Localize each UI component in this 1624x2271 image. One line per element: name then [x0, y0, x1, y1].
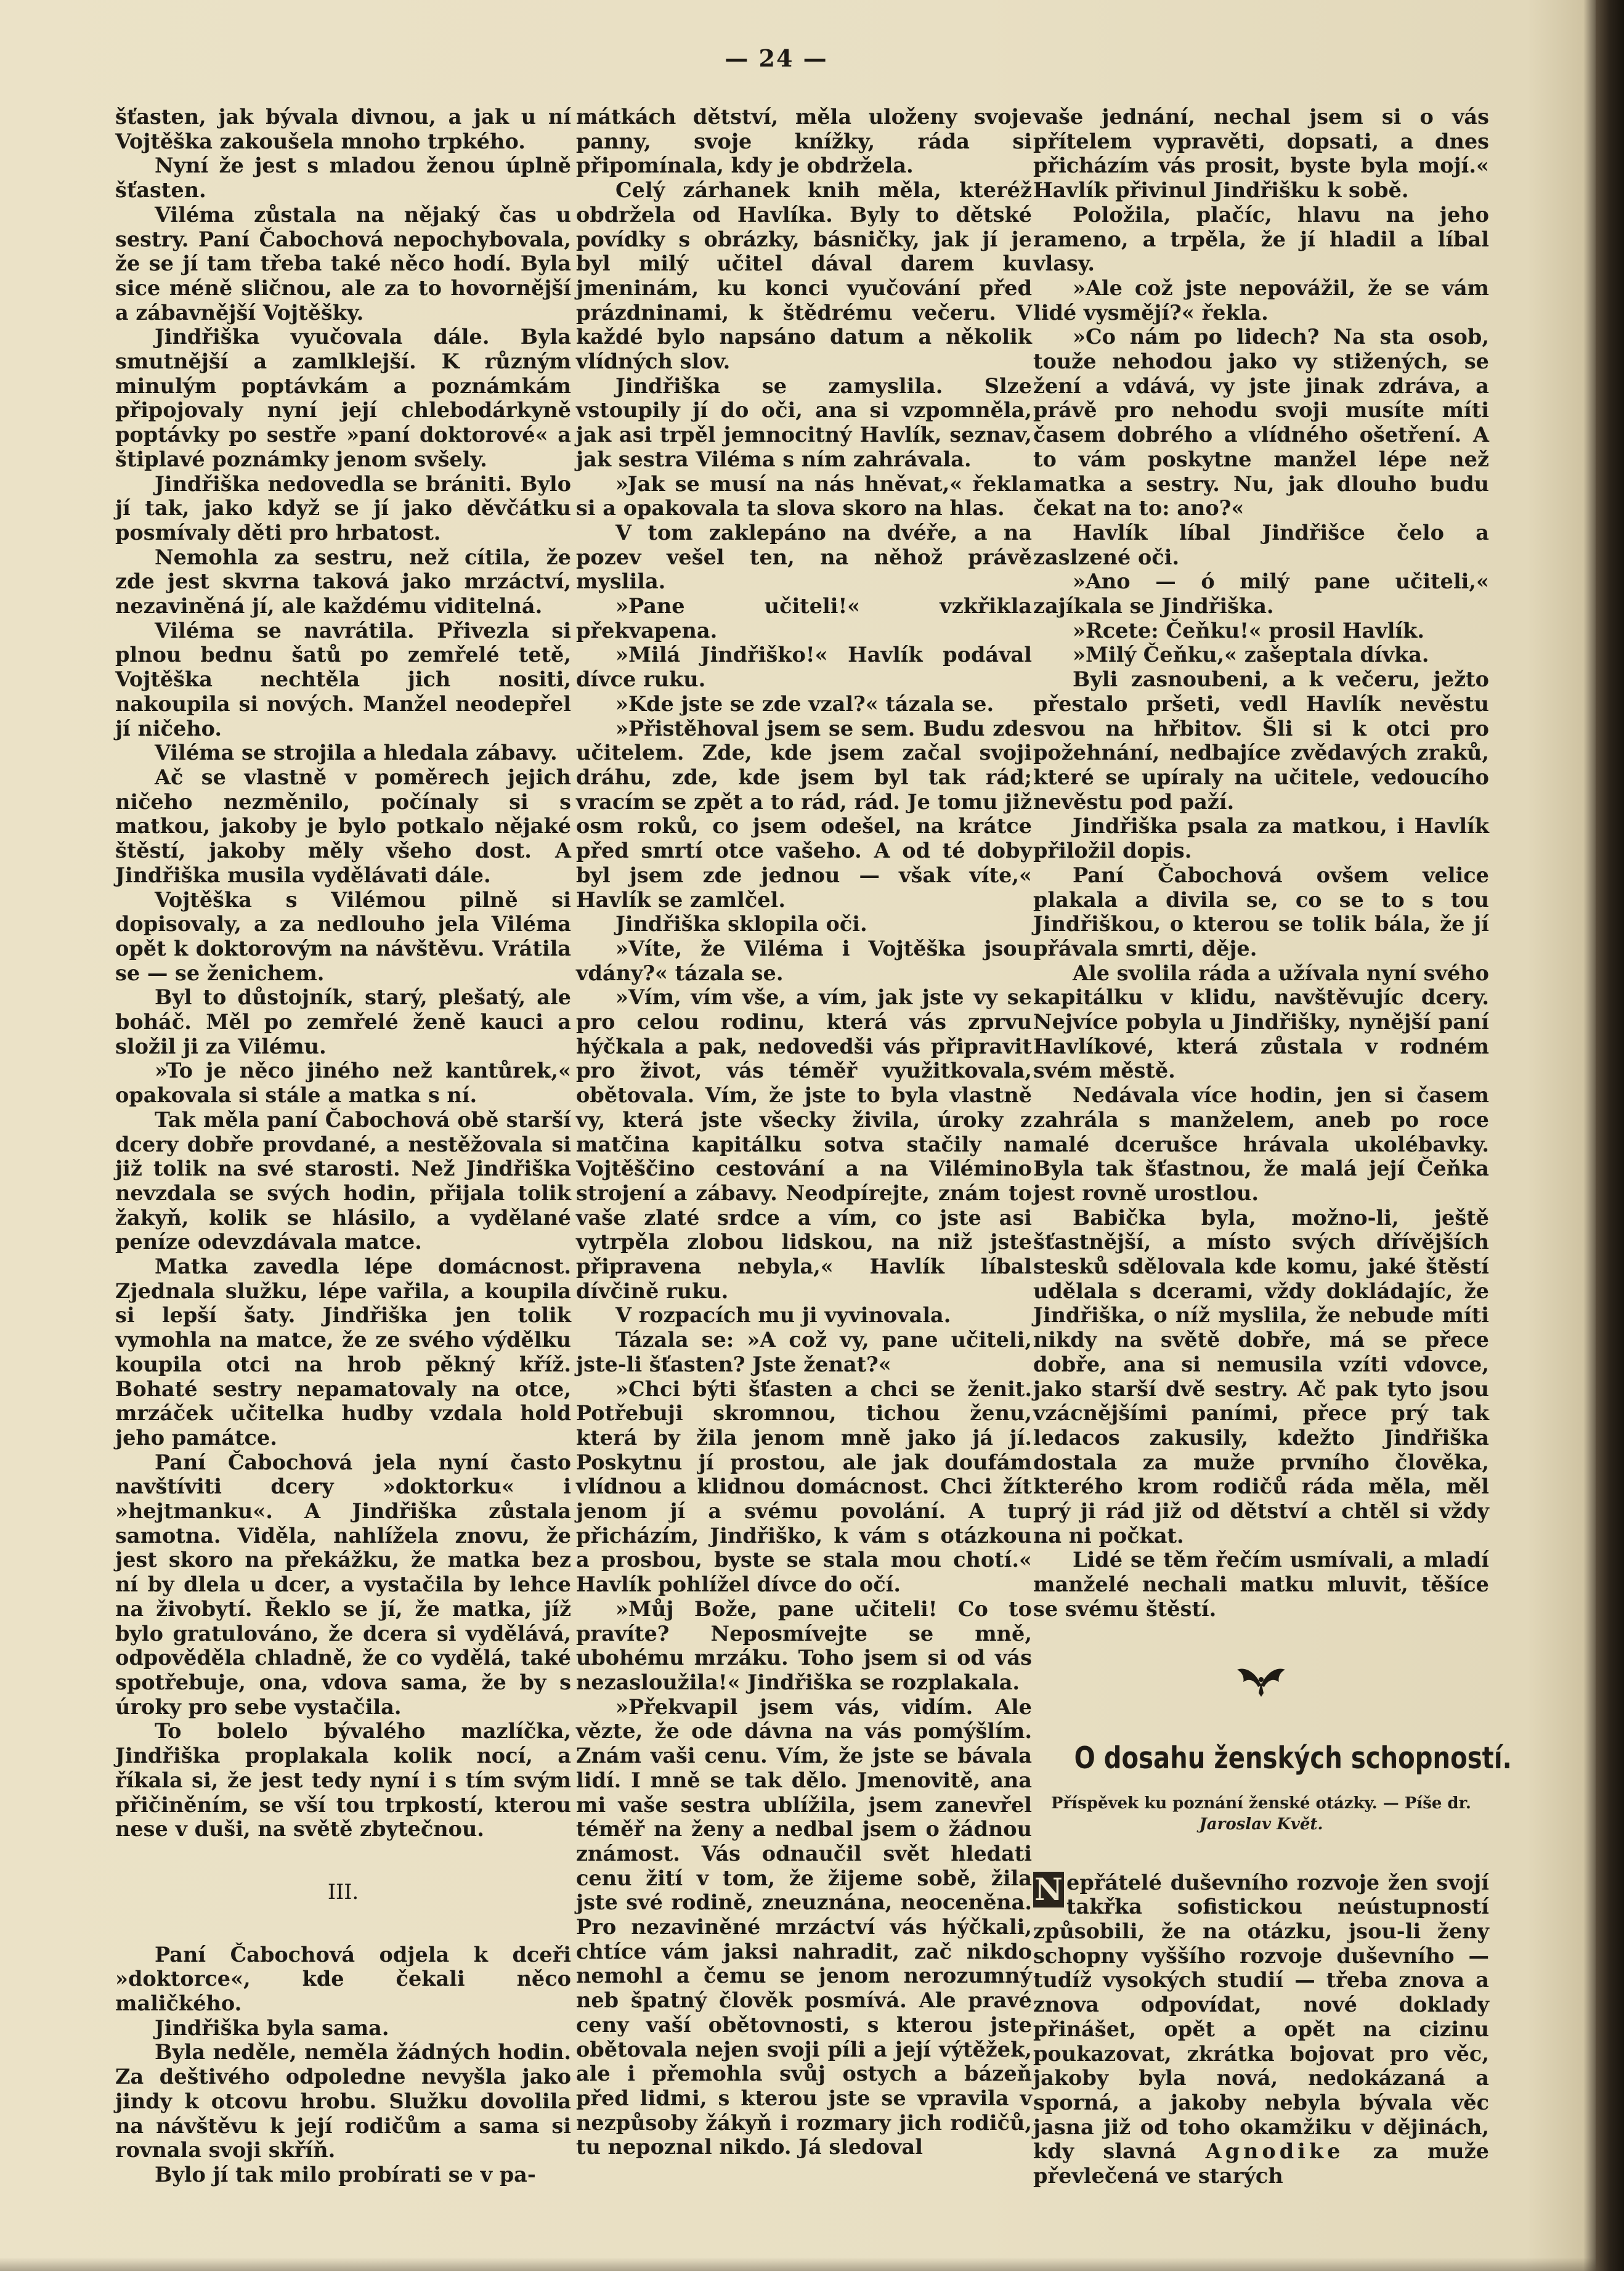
subtitle-text: Příspěvek ku poznání ženské otázky. — Píše dr. [1051, 1794, 1471, 1813]
dropcap-initial: N [1033, 1872, 1064, 1907]
article-subtitle [1033, 1793, 1489, 1835]
column-2 [576, 105, 1032, 2159]
paragraph: Ale svolila ráda a užívala nyní svého kapitálku v klidu, navštěvujíc dcery. Nejvíce pobyla u Jindřišky, nynější paní Havlíkové, která zůstala v rodném svém městě. [1033, 961, 1489, 1083]
paragraph: Jindřiška vyučovala dále. Byla smutnější a zamlklejší. K různým minulým poptávkám a poznámkám připojovaly nyní její chlebodárkyně poptávky po sestře »paní doktorové« a štiplavé poznámky jenom svšely. [115, 325, 571, 471]
paragraph: Nedávala více hodin, jen si časem zahrála s manželem, aneb po roce malé dcerušce hrávala ukolébavky. Byla tak šťastnou, že malá její Čeňka jest rovně urostlou. [1033, 1083, 1489, 1205]
paragraph: Celý zárhanek knih měla, kteréž obdržela od Havlíka. Byly to dětské povídky s obrázky, básničky, jak jí je byl milý učitel dával darem ku jmeninám, ku konci vyučování před prázdninami, k štědrému večeru. V každé bylo napsáno datum a několik vlídných slov. [576, 178, 1032, 374]
paragraph: šťasten, jak bývala divnou, a jak u ní Vojtěška zakoušela mnoho trpkého. [115, 105, 571, 153]
paragraph: Nemohla za sestru, než cítila, že zde jest skvrna taková jako mrzáctví, nezaviněná jí, ale každému viditelná. [115, 545, 571, 619]
column-1 [115, 105, 571, 2187]
paragraph: »Milý Čeňku,« zašeptala dívka. [1073, 643, 1429, 667]
paragraph: Ač se vlastně v poměrech jejich ničeho nezměnilo, počínaly si s matkou, jakoby je bylo potkalo nějaké štěstí, jakoby měly všeho dost. A Jindřiška musila vydělávati dále. [115, 765, 571, 887]
paragraph: Položila, plačíc, hlavu na jeho rameno, a trpěla, že jí hladil a líbal vlasy. [1033, 202, 1489, 276]
paragraph: »Pane učiteli!« vzkřikla překvapena. [576, 594, 1032, 643]
paragraph: Nyní že jest s mladou ženou úplně šťasten. [115, 153, 571, 203]
paragraph: Byla neděle, neměla žádných hodin. Za deštivého odpoledne nevyšla jako jindy k otcovu hrobu. Služku dovolila na návštěvu k její rodičům a sama si rovnala svoji skříň. [115, 2040, 571, 2163]
paragraph: Vojtěška s Vilémou pilně si dopisovaly, a za nedlouho jela Viléma opět k doktorovým na návštěvu. Vrátila se — se ženichem. [115, 887, 571, 985]
paragraph: Babička byla, možno-li, ještě šťastnější, a místo svých dřívějších stesků sdělovala kde komu, jaké štěstí udělala s dcerami, vždy dokládajíc, že Jindřiška, o níž myslila, že nebude míti nikdy na světě dobře, má se přece dobře, ana si nemusila vzíti vdovce, jako starší dvě sestry. Ač pak tyto jsou vzácnějšími paními, přece prý tak ledacos zakusily, kdežto Jindřiška dostala za muže prvního člověka, kterého krom rodičů ráda měla, měl prý ji rád již od dětství a chtěl si vždy na ni počkat. [1033, 1205, 1489, 1548]
paragraph: Paní Čabochová jela nyní často navštíviti dcery »doktorku« i »hejtmanku«. A Jindřiška zůstala samotna. Viděla, nahlížela znovu, že jest skoro na překážku, že matka bez ní by dlela u dcer, a vystačila by lehce na živobytí. Řeklo se jí, že matka, jíž bylo gratulováno, že dcera si vydělává, odpověděla chladně, že co vydělá, také spotřebuje, ona, vdova sama, že by s úroky pro sebe vystačila. [115, 1450, 571, 1719]
column-3 [1033, 105, 1512, 2188]
paragraph: Tázala se: »A což vy, pane učiteli, jste-li šťasten? Jste ženat?« [576, 1328, 1032, 1376]
paragraph: Byl to důstojník, starý, plešatý, ale boháč. Měl po zemřelé ženě kauci a složil ji za Vilému. [115, 985, 571, 1058]
page-bottom-edge [0, 2257, 1596, 2271]
paragraph: Havlík líbal Jindřišce čelo a zaslzené oči. [1033, 520, 1489, 569]
article-text-end: za muže převlečená ve starých [1033, 2139, 1489, 2188]
paragraph: »Přistěhoval jsem se sem. Budu zde učitelem. Zde, kde jsem začal svoji dráhu, zde, kde jsem byl tak rád; vracím se zpět a to rád, rád. Je tomu již osm roků, co jsem odešel, na krátce před smrtí otce vašeho. A od té doby byl jsem zde jednou — však víte,« Havlík se zamlčel. [576, 716, 1032, 912]
paragraph: »Vím, vím vše, a vím, jak jste vy se pro celou rodinu, která vás zprvu hýčkala a pak, nedovedši vás připravit pro život, vás téměř využitkovala, obětovala. Vím, že jste to byla vlastně vy, která jste všecky živila, úroky z matčina kapitálku sotva stačily na Vojtěščino cestování a na Vilémino strojení a zábavy. Neodpírejte, znám to vaše zlaté srdce a vím, co jste asi vytrpěla zlobou lidskou, na niž jste připravena nebyla,« Havlík líbal dívčině ruku. [576, 985, 1032, 1303]
paragraph: »Kde jste se zde vzal?« tázala se. [615, 691, 994, 716]
paragraph: Matka zavedla lépe domácnost. Zjednala služku, lépe vařila, a koupila si lepší šaty. Jindřiška jen tolik vymohla na matce, že ze svého výdělku koupila otci na hrob pěkný kříž. Bohaté sestry nepamatovaly na otce, mrzáček učitelka hudby vzdala hold jeho památce. [115, 1254, 571, 1450]
paragraph: »To je něco jiného než kantůrek,« opakovala si stále a matka s ní. [115, 1058, 571, 1108]
paragraph: »Víte, že Viléma i Vojtěška jsou vdány?« tázala se. [576, 936, 1032, 985]
paragraph: vaše jednání, nechal jsem si o vás přítelem vypravěti, dopsati, a dnes přicházím vás prosit, byste byla mojí.« Havlík přivinul Jindřišku k sobě. [1033, 105, 1489, 203]
paragraph: Paní Čabochová odjela k dceři »doktorce«, kde čekali něco maličkého. [115, 1942, 571, 2016]
paragraph: Jindřiška nedovedla se brániti. Bylo jí tak, jako když se jí jako děvčátku posmívaly děti pro hrbatost. [115, 471, 571, 545]
article-text-start: epřátelé duševního rozvoje žen svojí takřka sofistickou neústupností způsobili, že na otázku, jsou-li ženy schopny vyššího rozvoje duševního — tudíž vysokých studií — třeba znova a znova odpovídat, nové doklady přinášet, opět a opět na cizinu poukazovat, zkrátka bojovat pro věc, jakoby byla nová, nedokázaná a sporná, a jakoby nebyla bývala věc jasna již od toho okamžiku v dějinách, kdy slavná [1033, 1870, 1489, 2164]
paragraph: Lidé se těm řečím usmívali, a mladí manželé nechali matku mluvit, těšíce se svému štěstí. [1033, 1548, 1489, 1621]
paragraph: »Jak se musí na nás hněvat,« řekla si a opakovala ta slova skoro na hlas. [576, 471, 1032, 521]
paragraph: Byli zasnoubeni, a k večeru, ježto přestalo pršeti, vedl Havlík nevěstu svou na hřbitov. Šli si k otci pro požehnání, nedbajíce zvědavých zraků, které se upíraly na učitele, vedoucího nevěstu pod paží. [1033, 667, 1489, 814]
paragraph: »Co nám po lidech? Na sta osob, touže nehodou jako vy stižených, se žení a vdává, vy jste jinak zdráva, a právě pro nehodu svoji musíte míti časem dobrého a vlídného ošetření. A to vám poskytne manžel lépe než matka a sestry. Nu, jak dlouho budu čekat na to: ano?« [1033, 325, 1489, 521]
paragraph: Bylo jí tak milo probírati se v pa- [155, 2162, 536, 2187]
paragraph: »Rcete: Čeňku!« prosil Havlík. [1073, 618, 1425, 643]
paragraph: Jindřiška sklopila oči. [615, 912, 867, 936]
paragraph: »Chci býti šťasten a chci se ženit. Potřebuji skromnou, tichou ženu, která by žila jenom mně jako já jí. Poskytnu jí prostou, ale jak doufám vlídnou a klidnou domácnost. Chci žít jenom jí a svému povolání. A tu přicházím, Jindřiško, k vám s otázkou a prosbou, byste se stala mou chotí.« Havlík pohlížel dívce do očí. [576, 1376, 1032, 1597]
paragraph: Jindřiška se zamyslila. Slze vstoupily jí do oči, ana si vzpomněla, jak asi trpěl jemnocitný Havlík, seznav, jak sestra Viléma s ním zahrávala. [576, 373, 1032, 471]
paragraph: »Ano — ó milý pane učiteli,« zajíkala se Jindřiška. [1033, 569, 1489, 619]
paragraph: Viléma se navrátila. Přivezla si plnou bednu šatů po zemřelé tetě, Vojtěška nechtěla jich nositi, nakoupila si nových. Manžel neodepřel jí ničeho. [115, 618, 571, 741]
paragraph: »Můj Bože, pane učiteli! Co to pravíte? Neposmívejte se mně, ubohému mrzáku. Toho jsem si od vás nezasloužila!« Jindřiška se rozplakala. [576, 1596, 1032, 1694]
paragraph: Tak měla paní Čabochová obě starší dcery dobře provdané, a nestěžovala si již tolik na své starosti. Než Jindřiška nevzdala se svých hodin, přijala tolik žakyň, kolik se hlásilo, a vydělané peníze odevzdávala matce. [115, 1107, 571, 1254]
paragraph: V rozpacích mu ji vyvinovala. [615, 1303, 951, 1328]
paragraph: Jindřiška byla sama. [155, 2015, 389, 2040]
article-title: O dosahu ženských schopností. [1074, 1740, 1512, 1776]
page-number: — 24 — [725, 44, 828, 72]
paragraph: V tom zaklepáno na dvéře, a na pozev vešel ten, na něhož právě myslila. [576, 520, 1032, 594]
paragraph: Viléma se strojila a hledala zábavy. [155, 741, 558, 765]
paragraph: To bolelo bývalého mazlíčka, Jindřiška proplakala kolik nocí, a říkala si, že jest tedy nyní i s tím svým přičiněním, se vší tou trpkostí, kterou nese v duši, na světě zbytečnou. [115, 1719, 571, 1842]
article-paragraph [1033, 1871, 1489, 2188]
spaced-name: Agnodike [1205, 2139, 1344, 2164]
paragraph: Viléma zůstala na nějaký čas u sestry. Paní Čabochová nepochybovala, že se jí tam třeba také něco hodí. Byla sice méně sličnou, ale za to hovornější a zábavnější Vojtěšky. [115, 202, 571, 325]
article-author: Jaroslav Květ. [1199, 1814, 1323, 1834]
paragraph: »Ale což jste nepovážil, že se vám lidé vysmějí?« řekla. [1033, 275, 1489, 325]
paragraph: Paní Čabochová ovšem velice plakala a divila se, co se to s tou Jindřiškou, o kterou se tolik bála, že jí přávala smrti, děje. [1033, 863, 1489, 961]
paragraph: Jindřiška psala za matkou, i Havlík přiložil dopis. [1033, 814, 1489, 863]
paragraph: »Milá Jindřiško!« Havlík podával dívce ruku. [576, 643, 1032, 692]
paragraph: »Překvapil jsem vás, vidím. Ale vězte, že ode dávna na vás pomýšlím. Znám vaši cenu. Vím, že jste se bávala lidí. I mně se tak dělo. Jmenovitě, ana mi vaše sestra ublížila, jsem zanevřel téměř na ženy a nedbal jsem o žádnou známost. Vás odnaučil svět hledati cenu žití v tom, že žijeme sobě, žila jste své rodině, zneuznána, neoceněna. Pro nezaviněné mrzáctví vás hýčkali, chtíce vám jaksi nahradit, zač nikdo nemohl a čemu se jenom nerozumný neb špatný člověk posmívá. Ale pravé ceny vaší obětovnosti, s kterou jste obětovala nejen svoji píli a její výtěžek, ale i přemohla svůj ostych a bázeň před lidmi, s kterou jste se vpravila v nezpůsoby žákyň i rozmary jich rodičů, tu nepoznal nikdo. Já sledoval [576, 1694, 1032, 2159]
fleuron-ornament-icon [1033, 1661, 1489, 1704]
binding-spine [1596, 0, 1624, 2271]
paragraph: mátkách dětství, měla uloženy svoje panny, svoje knížky, ráda si připomínala, kdy je obdržela. [576, 105, 1032, 178]
section-number: III. [327, 1879, 359, 1904]
